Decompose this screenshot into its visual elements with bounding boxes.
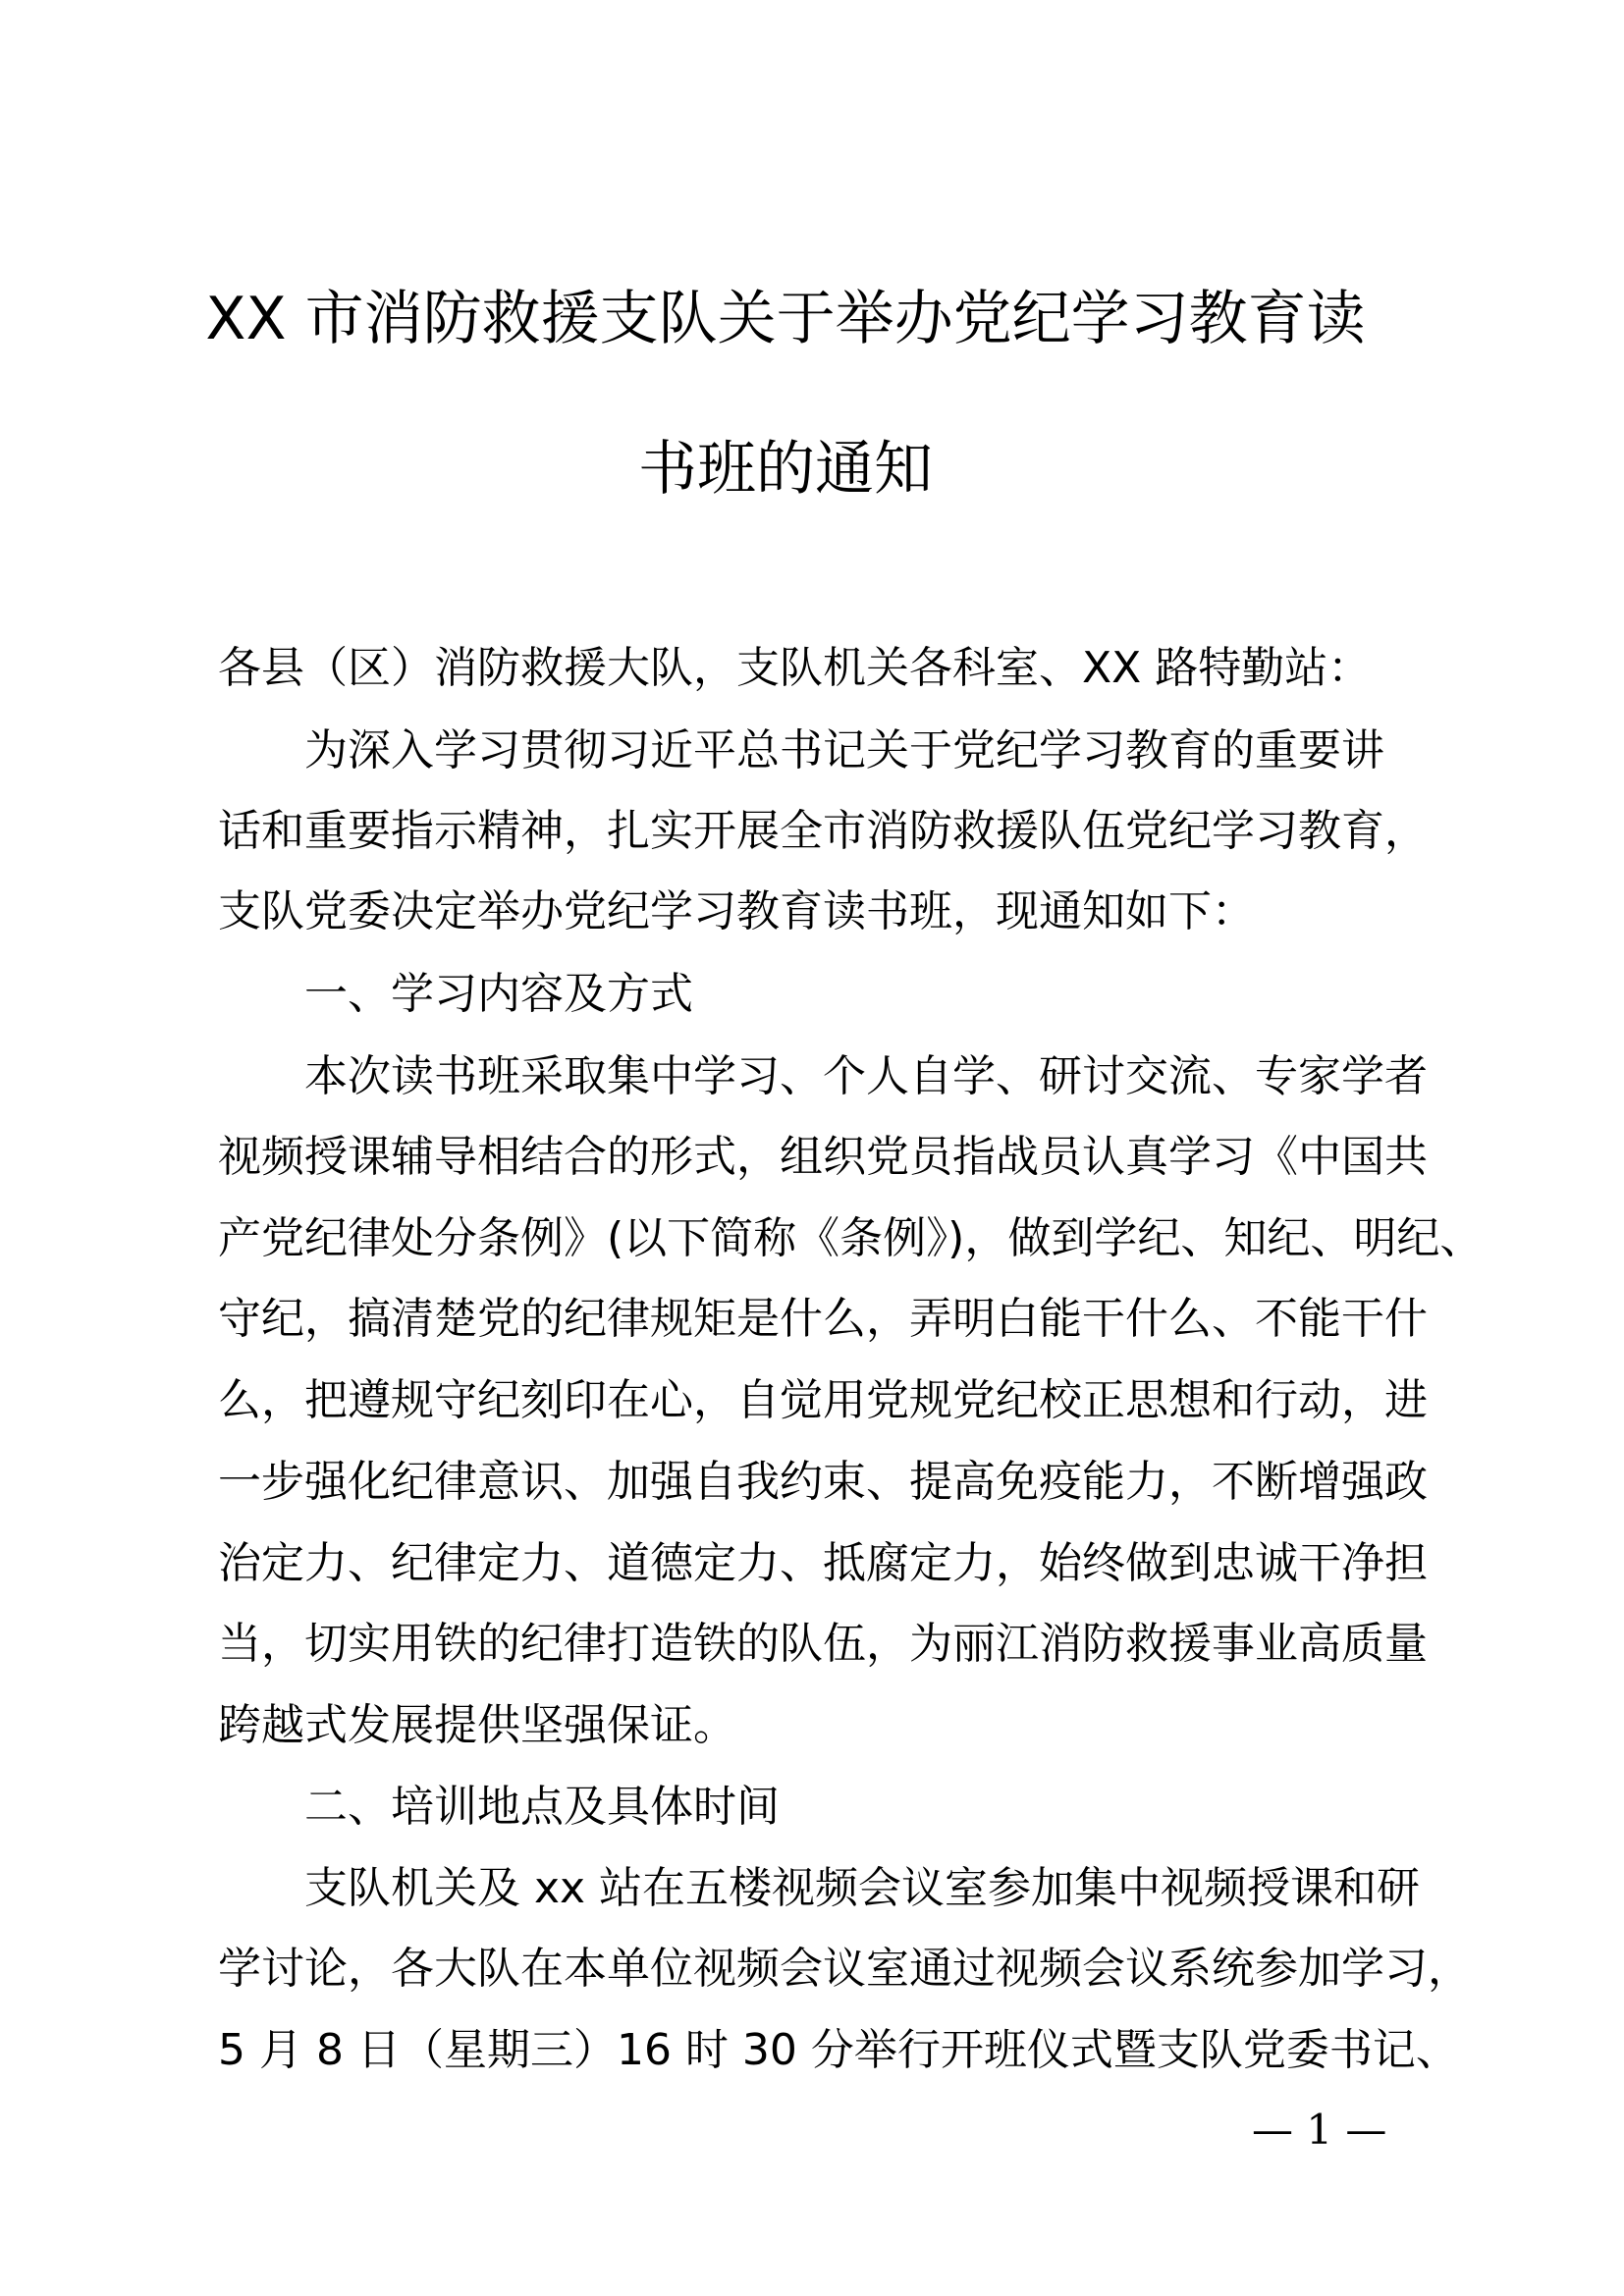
section-1-line-2: 视频授课辅导相结合的形式，组织党员指战员认真学习《中国共	[218, 1132, 1428, 1182]
page-number: — 1 —	[1252, 2106, 1387, 2154]
section-1-line-9: 跨越式发展提供坚强保证。	[218, 1700, 736, 1750]
section-2-heading: 二、培训地点及具体时间	[304, 1782, 780, 1832]
section-1-line-5: 么，把遵规守纪刻印在心，自觉用党规党纪校正思想和行动，进	[218, 1375, 1428, 1425]
intro-line-3: 支队党委决定举办党纪学习教育读书班，现通知如下：	[218, 886, 1255, 936]
section-2-line-3: 5 月 8 日（星期三）16 时 30 分举行开班仪式暨支队党委书记、	[218, 2025, 1459, 2075]
section-1-line-6: 一步强化纪律意识、加强自我约束、提高免疫能力，不断增强政	[218, 1457, 1428, 1507]
intro-line-1: 为深入学习贯彻习近平总书记关于党纪学习教育的重要讲	[304, 725, 1384, 775]
section-1-line-1: 本次读书班采取集中学习、个人自学、研讨交流、专家学者	[304, 1051, 1428, 1101]
section-2-line-1: 支队机关及 xx 站在五楼视频会议室参加集中视频授课和研	[304, 1863, 1421, 1913]
intro-line-2: 话和重要指示精神，扎实开展全市消防救援队伍党纪学习教育，	[218, 806, 1428, 856]
section-1-line-3: 产党纪律处分条例》(以下简称《条例》)，做到学纪、知纪、明纪、	[218, 1213, 1484, 1263]
salutation: 各县（区）消防救援大队，支队机关各科室、XX 路特勤站：	[218, 643, 1372, 693]
document-title-line-1: XX 市消防救援支队关于举办党纪学习教育读	[205, 285, 1366, 353]
section-1-line-7: 治定力、纪律定力、道德定力、抵腐定力，始终做到忠诚干净担	[218, 1538, 1428, 1588]
section-2-line-2: 学讨论，各大队在本单位视频会议室通过视频会议系统参加学习，	[218, 1944, 1471, 1994]
section-1-line-8: 当，切实用铁的纪律打造铁的队伍，为丽江消防救援事业高质量	[218, 1619, 1428, 1669]
section-1-heading: 一、学习内容及方式	[304, 969, 693, 1019]
document-title-line-2: 书班的通知	[638, 435, 933, 504]
section-1-line-4: 守纪，搞清楚党的纪律规矩是什么，弄明白能干什么、不能干什	[218, 1294, 1428, 1344]
